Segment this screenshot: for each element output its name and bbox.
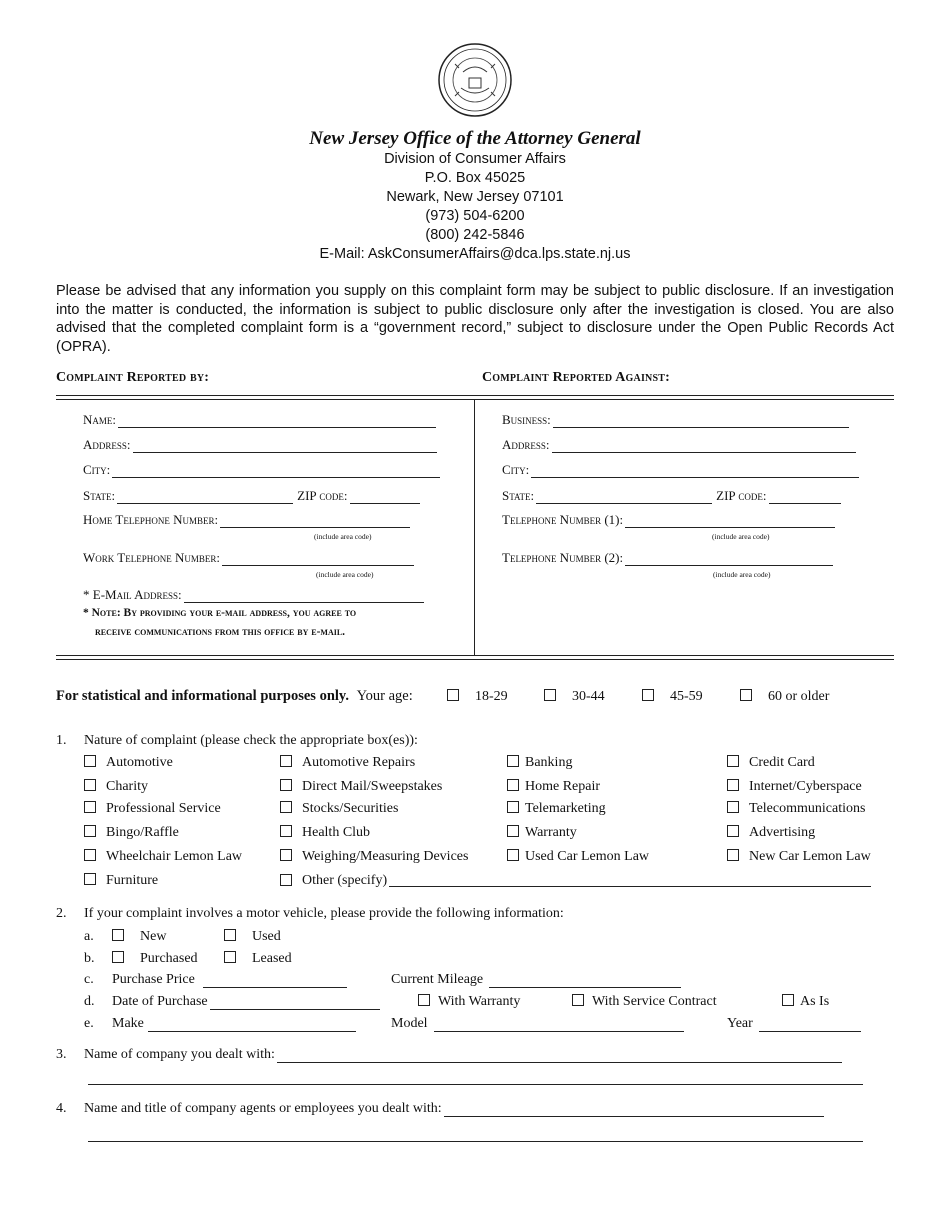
option-wheelchair-lemon-law[interactable]: Wheelchair Lemon Law xyxy=(84,849,242,865)
purchase-date-blank[interactable] xyxy=(210,997,380,1010)
state-blank[interactable] xyxy=(117,491,293,504)
against-phone-1-field[interactable]: Telephone Number (1): xyxy=(502,512,835,528)
against-address-blank[interactable] xyxy=(552,440,856,453)
mileage-blank[interactable] xyxy=(489,975,681,988)
q2-c-label: c. xyxy=(84,972,94,987)
option-internet[interactable]: Internet/Cyberspace xyxy=(727,779,862,795)
work-phone-blank[interactable] xyxy=(222,553,414,566)
option-used-car-lemon-law[interactable]: Used Car Lemon Law xyxy=(507,849,649,865)
divider-bottom-2 xyxy=(56,659,894,660)
reported-against-heading: Complaint Reported Against: xyxy=(482,370,670,385)
option-purchased[interactable]: Purchased xyxy=(112,951,198,967)
option-used[interactable]: Used xyxy=(224,929,281,945)
checkbox-icon[interactable] xyxy=(280,801,292,813)
q2-number: 2. xyxy=(56,906,67,921)
email-field[interactable]: * E-Mail Address: xyxy=(83,587,424,603)
disclosure-notice: Please be advised that any information you supply on this complaint form may be subject to public disclosure. If an investigation into the matter is conducted, the information is subject to public disclosure only after the investigation is closed. You are also advised that the completed complaint form is a “government record,” subject to disclosure under the Open Public Records Act (OPRA). xyxy=(56,283,894,355)
checkbox-icon[interactable] xyxy=(507,825,519,837)
purchase-price-field[interactable]: Purchase Price xyxy=(112,972,347,988)
checkbox-icon[interactable] xyxy=(84,755,96,767)
divider-top-2 xyxy=(56,399,894,400)
checkbox-icon[interactable] xyxy=(84,873,96,885)
against-state-field[interactable]: State: ZIP code: xyxy=(502,488,841,504)
checkbox-icon[interactable] xyxy=(507,755,519,767)
business-blank[interactable] xyxy=(553,415,849,428)
option-home-repair[interactable]: Home Repair xyxy=(507,779,600,795)
checkbox-icon[interactable] xyxy=(224,929,236,941)
age-45-59[interactable]: 45-59 xyxy=(642,689,703,705)
address-field[interactable]: Address: xyxy=(83,437,437,453)
q2-d-label: d. xyxy=(84,994,95,1009)
model-blank[interactable] xyxy=(434,1019,684,1032)
checkbox-icon[interactable] xyxy=(507,779,519,791)
city-line: Newark, New Jersey 07101 xyxy=(386,189,564,205)
checkbox-icon[interactable] xyxy=(740,689,752,701)
option-professional-service[interactable]: Professional Service xyxy=(84,801,221,817)
q3-number: 3. xyxy=(56,1047,67,1062)
option-furniture[interactable]: Furniture xyxy=(84,873,158,889)
checkbox-icon[interactable] xyxy=(727,801,739,813)
q2-text: If your complaint involves a motor vehicle, please provide the following information: xyxy=(84,906,564,921)
checkbox-icon[interactable] xyxy=(224,951,236,963)
option-credit-card[interactable]: Credit Card xyxy=(727,755,815,771)
checkbox-icon[interactable] xyxy=(727,825,739,837)
state-seal-icon xyxy=(437,42,513,118)
email-note-line-2: receive communications from this office by e-mail. xyxy=(95,626,346,638)
checkbox-icon[interactable] xyxy=(280,874,292,886)
q3-extra-line[interactable] xyxy=(88,1084,863,1085)
checkbox-icon[interactable] xyxy=(727,755,739,767)
option-leased[interactable]: Leased xyxy=(224,951,292,967)
checkbox-icon[interactable] xyxy=(544,689,556,701)
option-with-warranty[interactable]: With Warranty xyxy=(418,994,520,1010)
q4-extra-line[interactable] xyxy=(88,1141,863,1142)
option-charity[interactable]: Charity xyxy=(84,779,148,795)
column-divider xyxy=(474,400,475,656)
mileage-field[interactable]: Current Mileage xyxy=(391,972,681,988)
make-blank[interactable] xyxy=(148,1019,356,1032)
phone-2: (800) 242-5846 xyxy=(425,227,525,243)
option-bingo-raffle[interactable]: Bingo/Raffle xyxy=(84,825,179,841)
home-phone-blank[interactable] xyxy=(220,515,410,528)
option-new-car-lemon-law[interactable]: New Car Lemon Law xyxy=(727,849,871,865)
address-blank[interactable] xyxy=(133,440,437,453)
q2-e-label: e. xyxy=(84,1016,94,1031)
option-new[interactable]: New xyxy=(112,929,166,945)
checkbox-icon[interactable] xyxy=(112,929,124,941)
checkbox-icon[interactable] xyxy=(280,755,292,767)
stat-line xyxy=(56,688,413,705)
contact-email: E-Mail: AskConsumerAffairs@dca.lps.state.nj.us xyxy=(319,246,631,262)
city-field[interactable]: City: xyxy=(83,462,440,478)
checkbox-icon[interactable] xyxy=(507,801,519,813)
zip-blank[interactable] xyxy=(350,491,420,504)
option-stocks-securities[interactable]: Stocks/Securities xyxy=(280,801,398,817)
q2-a-label: a. xyxy=(84,929,94,944)
checkbox-icon[interactable] xyxy=(280,779,292,791)
q3-field[interactable]: Name of company you dealt with: xyxy=(84,1047,842,1063)
against-address-field[interactable]: Address: xyxy=(502,437,856,453)
age-60-older[interactable]: 60 or older xyxy=(740,689,829,705)
city-blank[interactable] xyxy=(112,465,440,478)
checkbox-icon[interactable] xyxy=(280,849,292,861)
against-phone-2-field[interactable]: Telephone Number (2): xyxy=(502,550,833,566)
checkbox-icon[interactable] xyxy=(84,849,96,861)
model-field[interactable]: Model xyxy=(391,1016,684,1032)
phone-1: (973) 504-6200 xyxy=(425,208,525,224)
against-phone-1-blank[interactable] xyxy=(625,515,835,528)
division-name: Division of Consumer Affairs xyxy=(384,151,566,167)
year-field[interactable]: Year xyxy=(727,1016,861,1032)
option-telecommunications[interactable]: Telecommunications xyxy=(727,801,865,817)
name-blank[interactable] xyxy=(118,415,436,428)
option-telemarketing[interactable]: Telemarketing xyxy=(507,801,606,817)
checkbox-icon[interactable] xyxy=(507,849,519,861)
name-field[interactable]: Name: xyxy=(83,412,436,428)
q4-blank[interactable] xyxy=(444,1104,824,1117)
against-phone-2-blank[interactable] xyxy=(625,553,833,566)
option-banking[interactable]: Banking xyxy=(507,755,572,771)
checkbox-icon[interactable] xyxy=(84,801,96,813)
purchase-price-blank[interactable] xyxy=(203,975,347,988)
email-blank[interactable] xyxy=(184,590,424,603)
home-phone-field[interactable]: Home Telephone Number: xyxy=(83,512,410,528)
q2-b-label: b. xyxy=(84,951,95,966)
option-other[interactable]: Other (specify) xyxy=(280,873,871,889)
reported-by-heading: Complaint Reported by: xyxy=(56,370,210,385)
q1-text: Nature of complaint (please check the appropriate box(es)): xyxy=(84,733,418,748)
option-health-club[interactable]: Health Club xyxy=(280,825,370,841)
checkbox-icon[interactable] xyxy=(280,825,292,837)
option-automotive-repairs[interactable]: Automotive Repairs xyxy=(280,755,415,771)
work-phone-field[interactable]: Work Telephone Number: xyxy=(83,550,414,566)
state-field[interactable]: State: ZIP code: xyxy=(83,488,420,504)
checkbox-icon[interactable] xyxy=(447,689,459,701)
area-code-hint: (include area code) xyxy=(713,570,771,579)
checkbox-icon[interactable] xyxy=(727,849,739,861)
against-zip-blank[interactable] xyxy=(769,491,841,504)
year-blank[interactable] xyxy=(759,1019,861,1032)
stat-lead: For statistical and informational purposes only. xyxy=(56,688,349,704)
checkbox-icon[interactable] xyxy=(418,994,430,1006)
q3-blank[interactable] xyxy=(277,1050,842,1063)
age-label: Your age: xyxy=(356,688,413,704)
make-field[interactable]: Make xyxy=(112,1016,356,1032)
against-state-blank[interactable] xyxy=(536,491,712,504)
checkbox-icon[interactable] xyxy=(84,779,96,791)
option-as-is[interactable]: As Is xyxy=(782,994,829,1010)
age-18-29[interactable]: 18-29 xyxy=(447,689,508,705)
checkbox-icon[interactable] xyxy=(782,994,794,1006)
against-city-blank[interactable] xyxy=(531,465,859,478)
against-city-field[interactable]: City: xyxy=(502,462,859,478)
option-weighing-measuring[interactable]: Weighing/Measuring Devices xyxy=(280,849,468,865)
purchase-date-field[interactable]: Date of Purchase xyxy=(112,994,380,1010)
business-field[interactable]: Business: xyxy=(502,412,849,428)
q4-field[interactable]: Name and title of company agents or employees you dealt with: xyxy=(84,1101,824,1117)
option-advertising[interactable]: Advertising xyxy=(727,825,815,841)
checkbox-icon[interactable] xyxy=(112,951,124,963)
checkbox-icon[interactable] xyxy=(572,994,584,1006)
checkbox-icon[interactable] xyxy=(642,689,654,701)
checkbox-icon[interactable] xyxy=(727,779,739,791)
option-warranty[interactable]: Warranty xyxy=(507,825,577,841)
po-box: P.O. Box 45025 xyxy=(424,170,526,186)
q1-number: 1. xyxy=(56,733,67,748)
q4-number: 4. xyxy=(56,1101,67,1116)
option-service-contract[interactable]: With Service Contract xyxy=(572,994,717,1010)
divider-bottom-1 xyxy=(56,655,894,656)
option-direct-mail[interactable]: Direct Mail/Sweepstakes xyxy=(280,779,442,795)
area-code-hint: (include area code) xyxy=(712,532,770,541)
email-note-line-1: * Note: By providing your e-mail address, you agree to xyxy=(83,607,357,619)
age-30-44[interactable]: 30-44 xyxy=(544,689,605,705)
office-title: New Jersey Office of the Attorney General xyxy=(309,128,641,149)
other-specify-blank[interactable] xyxy=(389,874,871,887)
area-code-hint: (include area code) xyxy=(314,532,372,541)
area-code-hint: (include area code) xyxy=(316,570,374,579)
divider-top-1 xyxy=(56,395,894,396)
checkbox-icon[interactable] xyxy=(84,825,96,837)
option-automotive[interactable]: Automotive xyxy=(84,755,173,771)
